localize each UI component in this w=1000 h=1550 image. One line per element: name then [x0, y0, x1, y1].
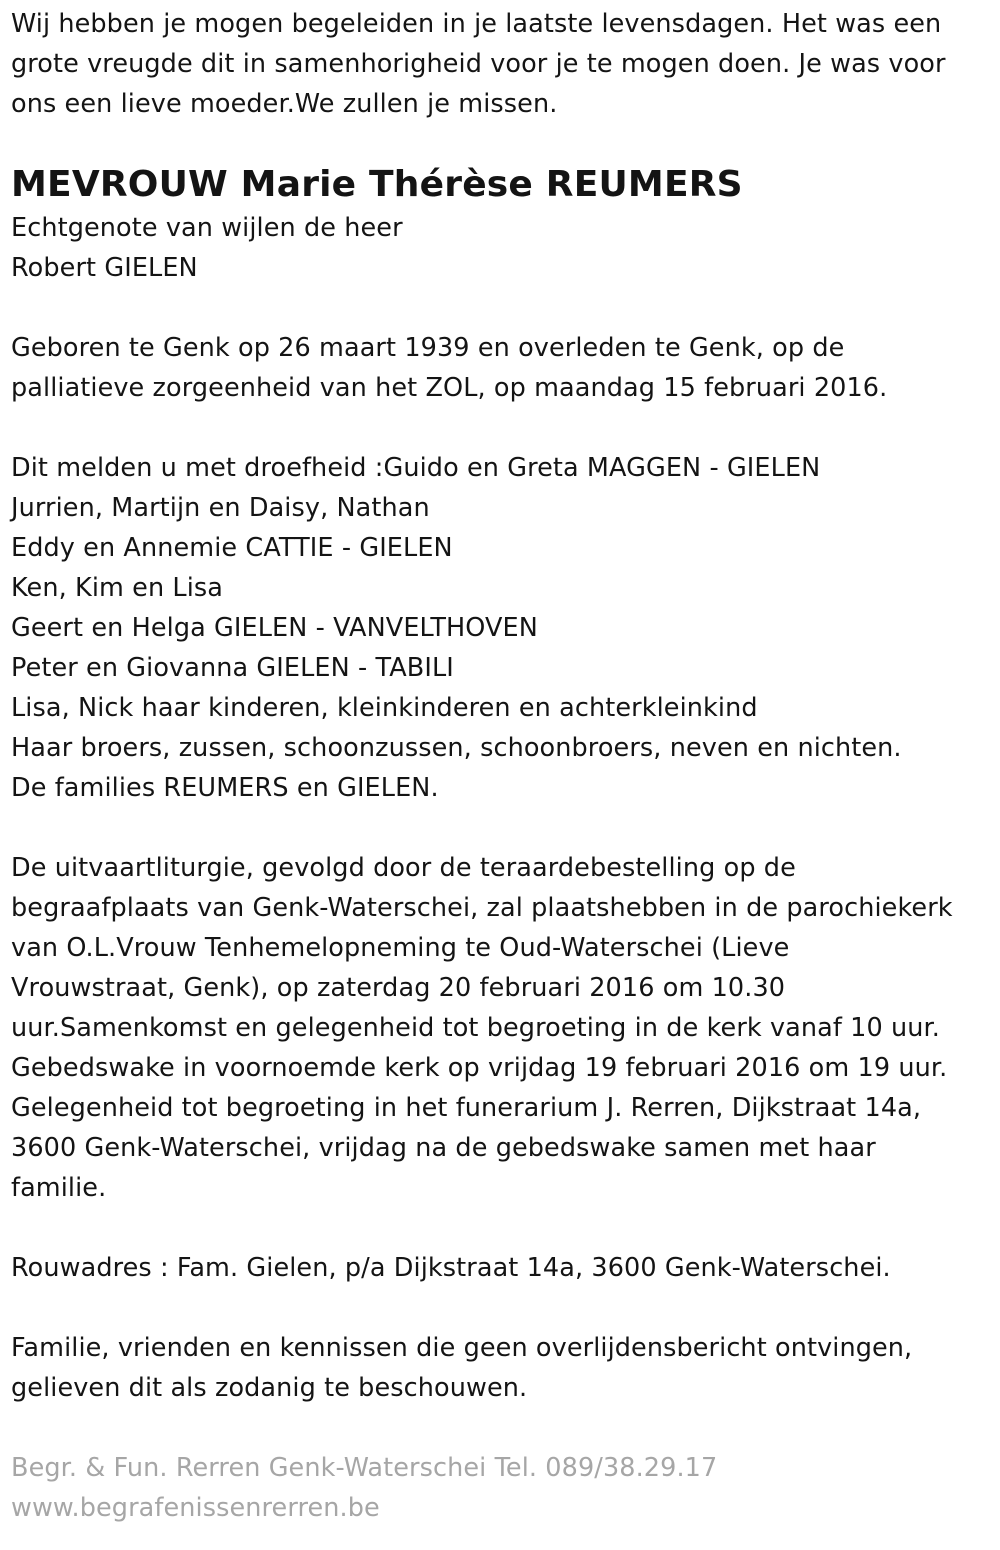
family-line: Eddy en Annemie CATTIE - GIELEN — [11, 533, 453, 563]
family-line: Haar broers, zussen, schoonzussen, schoonbroers, neven en nichten. — [11, 733, 902, 763]
notice-line: Familie, vrienden en kennissen die geen overlijdensbericht ontvingen, — [11, 1333, 913, 1363]
family-paragraph — [11, 448, 996, 808]
funeral-line: familie. — [11, 1173, 107, 1203]
notice-paragraph — [11, 1328, 996, 1408]
obituary-document — [11, 4, 996, 1528]
spacer — [11, 1288, 996, 1328]
notice-line: gelieven dit als zodanig te beschouwen. — [11, 1373, 528, 1403]
intro-line: grote vreugde dit in samenhorigheid voor je te mogen doen. Je was voor — [11, 49, 946, 79]
funeral-paragraph — [11, 848, 996, 1208]
funeral-line: Gelegenheid tot begroeting in het funerarium J. Rerren, Dijkstraat 14a, — [11, 1093, 922, 1123]
spacer — [11, 408, 996, 448]
spacer — [11, 1408, 996, 1448]
intro-line: ons een lieve moeder.We zullen je missen. — [11, 89, 558, 119]
family-line: Geert en Helga GIELEN - VANVELTHOVEN — [11, 613, 538, 643]
spacer — [11, 808, 996, 848]
birth-death-line: palliatieve zorgeenheid van het ZOL, op maandag 15 februari 2016. — [11, 373, 888, 403]
funeral-home-website: www.begrafenissenrerren.be — [11, 1493, 380, 1523]
family-line: De families REUMERS en GIELEN. — [11, 773, 439, 803]
deceased-name-title: MEVROUW Marie Thérèse REUMERS — [11, 164, 743, 205]
mourning-address: Rouwadres : Fam. Gielen, p/a Dijkstraat 14a, 3600 Genk-Waterschei. — [11, 1253, 891, 1283]
funeral-line: begraafplaats van Genk-Waterschei, zal plaatshebben in de parochiekerk — [11, 893, 953, 923]
family-line: Peter en Giovanna GIELEN - TABILI — [11, 653, 454, 683]
spouse-paragraph — [11, 208, 996, 288]
funeral-home-footer — [11, 1448, 996, 1528]
spouse-line: Robert GIELEN — [11, 253, 198, 283]
family-line: Dit melden u met droefheid :Guido en Greta MAGGEN - GIELEN — [11, 453, 821, 483]
birth-death-line: Geboren te Genk op 26 maart 1939 en overleden te Genk, op de — [11, 333, 845, 363]
funeral-line: De uitvaartliturgie, gevolgd door de teraardebestelling op de — [11, 853, 796, 883]
intro-paragraph — [11, 4, 996, 124]
funeral-line: Vrouwstraat, Genk), op zaterdag 20 februari 2016 om 10.30 — [11, 973, 786, 1003]
funeral-home-contact: Begr. & Fun. Rerren Genk-Waterschei Tel. 089/38.29.17 — [11, 1453, 718, 1483]
funeral-line: 3600 Genk-Waterschei, vrijdag na de gebedswake samen met haar — [11, 1133, 876, 1163]
family-line: Jurrien, Martijn en Daisy, Nathan — [11, 493, 430, 523]
funeral-line: uur.Samenkomst en gelegenheid tot begroeting in de kerk vanaf 10 uur. — [11, 1013, 940, 1043]
spacer — [11, 1208, 996, 1248]
spouse-line: Echtgenote van wijlen de heer — [11, 213, 403, 243]
intro-line: Wij hebben je mogen begeleiden in je laatste levensdagen. Het was een — [11, 9, 942, 39]
birth-death-paragraph — [11, 328, 996, 408]
family-line: Ken, Kim en Lisa — [11, 573, 224, 603]
spacer — [11, 288, 996, 328]
funeral-line: van O.L.Vrouw Tenhemelopneming te Oud-Waterschei (Lieve — [11, 933, 790, 963]
funeral-line: Gebedswake in voornoemde kerk op vrijdag 19 februari 2016 om 19 uur. — [11, 1053, 948, 1083]
family-line: Lisa, Nick haar kinderen, kleinkinderen en achterkleinkind — [11, 693, 758, 723]
